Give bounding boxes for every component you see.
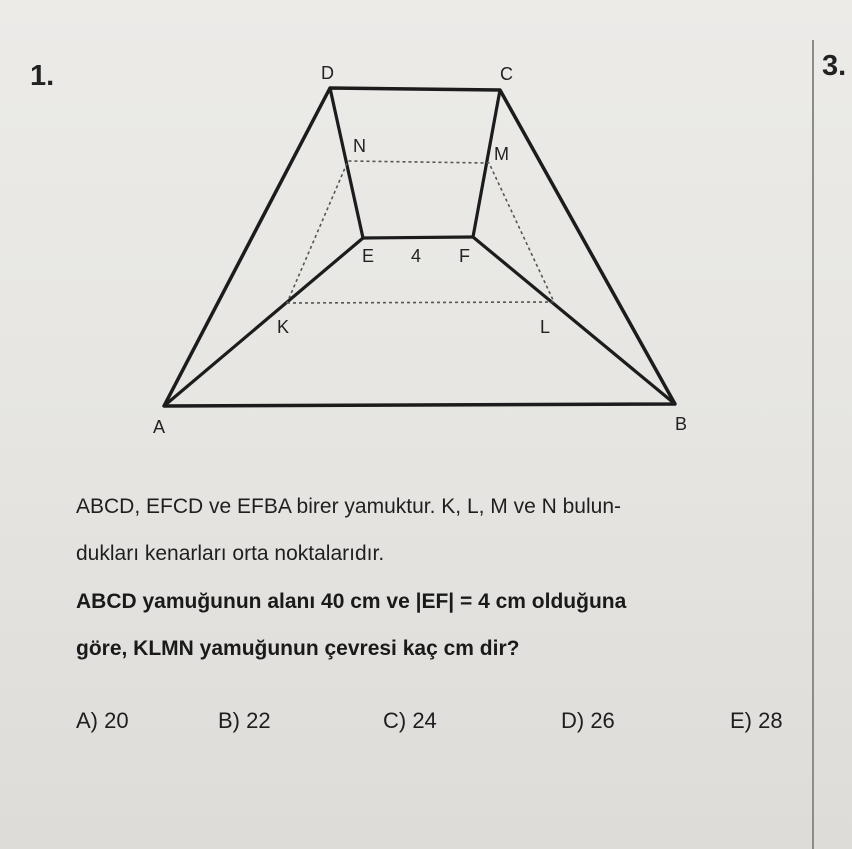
point-label-m: M xyxy=(494,144,509,164)
point-label-a: A xyxy=(153,417,166,437)
option-e[interactable]: E) 28 xyxy=(730,708,783,733)
segment-de xyxy=(330,88,363,238)
question-line-1: ABCD yamuğunun alanı 40 cm ve |EF| = 4 cm olduğuna xyxy=(76,590,627,613)
segment-ae xyxy=(164,238,363,406)
option-a[interactable]: A) 20 xyxy=(76,708,129,733)
question-number: 1. xyxy=(30,60,55,92)
point-label-f: F xyxy=(459,246,470,266)
statement-line-1: ABCD, EFCD ve EFBA birer yamuktur. K, L, M ve N bulun- xyxy=(76,495,622,518)
answer-options xyxy=(0,708,852,742)
trapezoid-klmn xyxy=(287,161,554,303)
point-label-c: C xyxy=(500,64,513,84)
point-label-d: D xyxy=(321,63,334,83)
problem-question xyxy=(76,578,816,672)
problem-statement xyxy=(76,483,816,577)
point-label-e: E xyxy=(362,246,375,266)
segment-bf xyxy=(473,237,675,404)
statement-line-2: dukları kenarları orta noktalarıdır. xyxy=(76,542,385,565)
option-b[interactable]: B) 22 xyxy=(218,708,271,733)
ef-length-label: 4 xyxy=(411,246,422,266)
option-c[interactable]: C) 24 xyxy=(383,708,437,733)
point-label-l: L xyxy=(540,317,551,337)
question-line-2: göre, KLMN yamuğunun çevresi kaç cm dir? xyxy=(76,637,520,660)
next-question-number: 3. xyxy=(822,50,847,82)
point-label-b: B xyxy=(675,414,688,434)
point-label-n: N xyxy=(353,136,366,156)
point-label-k: K xyxy=(277,317,290,337)
segment-ef xyxy=(363,237,473,238)
option-d[interactable]: D) 26 xyxy=(561,708,615,733)
